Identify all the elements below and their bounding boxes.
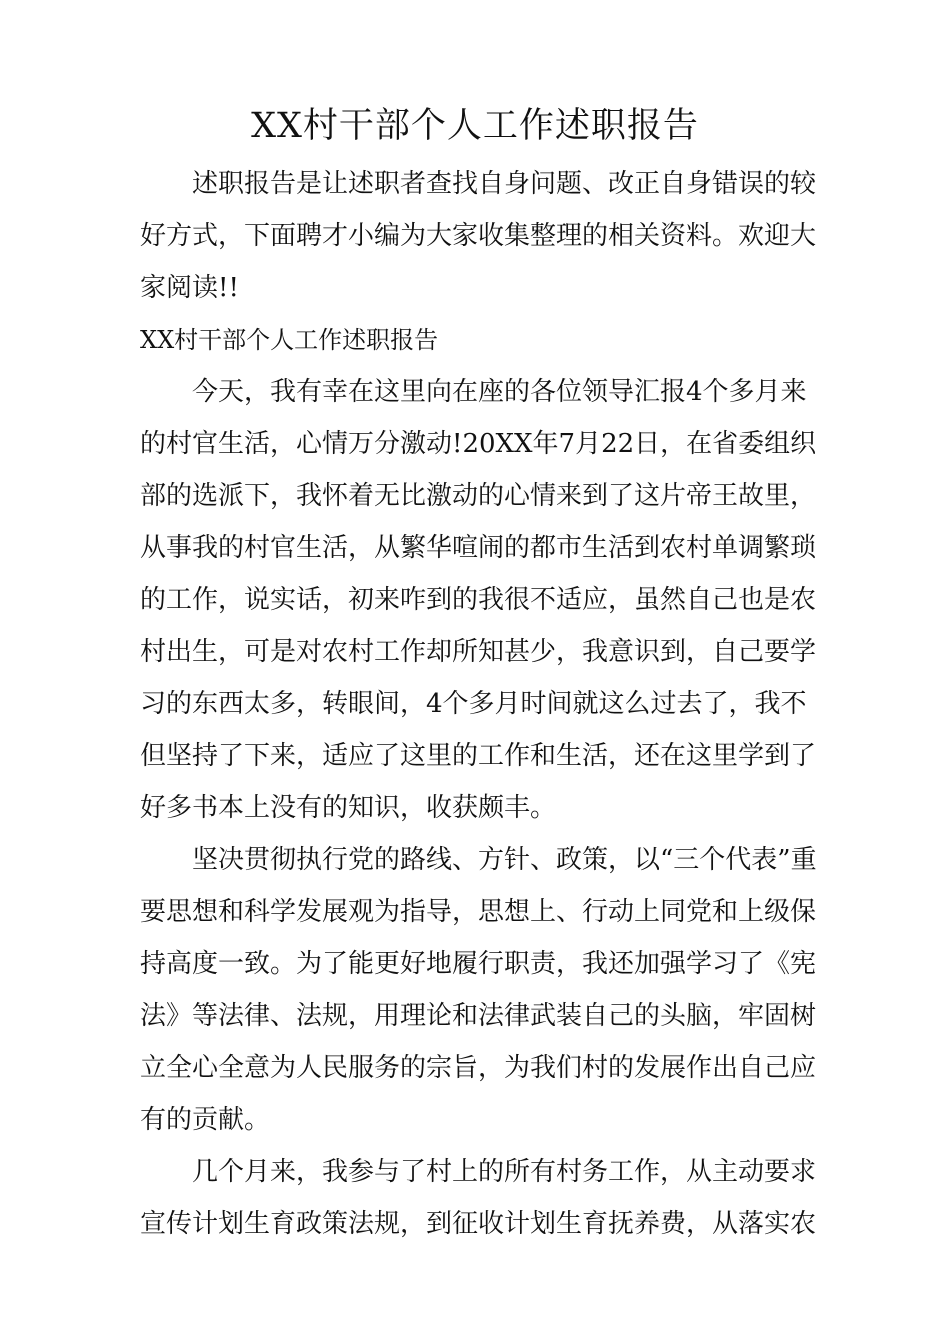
- intro-paragraph: 述职报告是让述职者查找自身问题、改正自身错误的较好方式，下面聘才小编为大家收集整理的相关资料。欢迎大家阅读!!: [140, 169, 817, 303]
- body-paragraph-2: 坚决贯彻执行党的路线、方针、政策，以“三个代表”重要思想和科学发展观为指导，思想上、行动上同党和上级保持高度一致。为了能更好地履行职责，我还加强学习了《宪法》等法律、法规，用理论和法律武装自己的头脑，牢固树立全心全意为人民服务的宗旨，为我们村的发展作出自己应有的贡献。: [140, 845, 817, 1135]
- body-paragraph-3: 几个月来，我参与了村上的所有村务工作，从主动要求宣传计划生育政策法规，到征收计划生育抚养费，从落实农: [140, 1157, 817, 1239]
- document-title: XX村干部个人工作述职报告: [251, 106, 699, 146]
- body-paragraph-1: 今天，我有幸在这里向在座的各位领导汇报4个多月来的村官生活，心情万分激动!20XX年7月22日，在省委组织部的选派下，我怀着无比激动的心情来到了这片帝王故里，从事我的村官生活，从繁华喧闹的都市生活到农村单调繁琐的工作，说实话，初来咋到的我很不适应，虽然自己也是农村出生，可是对农村工作却所知甚少，我意识到，自己要学习的东西太多，转眼间，4个多月时间就这么过去了，我不但坚持了下来，适应了这里的工作和生活，还在这里学到了好多书本上没有的知识，收获颇丰。: [140, 377, 817, 823]
- document-body: [140, 158, 820, 1250]
- section-subtitle: XX村干部个人工作述职报告: [140, 326, 439, 354]
